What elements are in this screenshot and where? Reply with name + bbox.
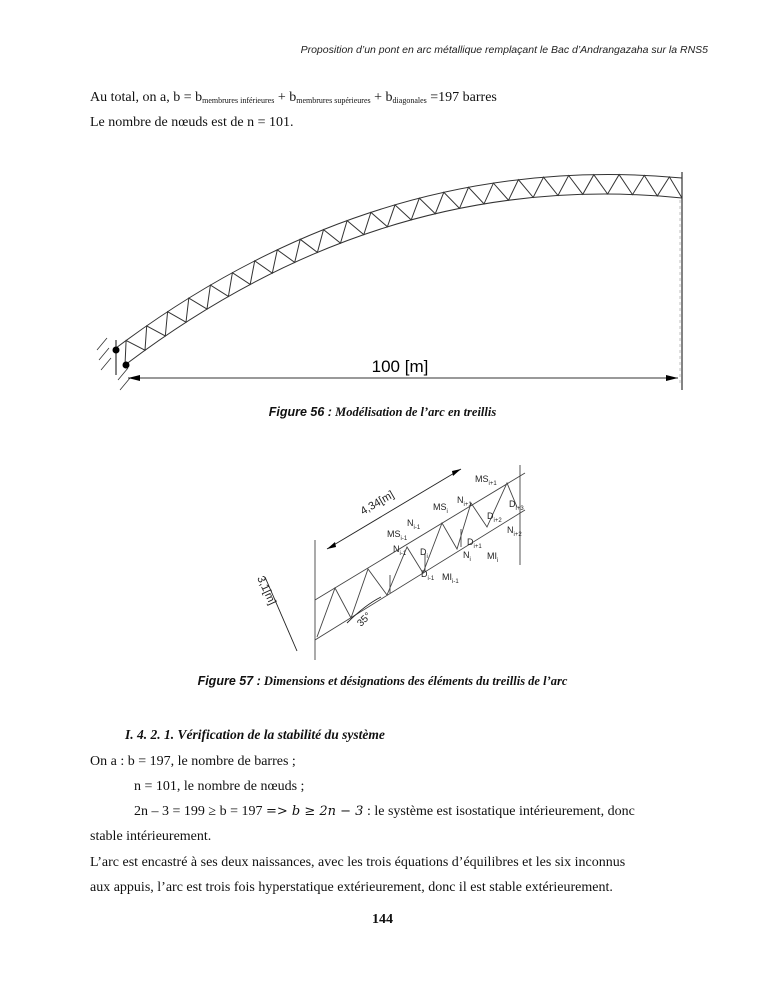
svg-text:MSi+1: $MS_{i+1}$ xyxy=(475,474,497,487)
arch-web-diagonals xyxy=(125,175,682,365)
svg-text:Ni+1: $N_{i+1}$ xyxy=(457,495,472,508)
svg-text:Ni+2: $N_{i+2}$ xyxy=(507,525,522,538)
body-line-5: L’arc est encastré à ses deux naissances, avec les trois équations d’équilibres et les six inconnus xyxy=(90,855,626,870)
figure-57-truss-detail xyxy=(235,455,535,665)
dimension-height: 3,1[m] xyxy=(254,574,279,607)
svg-text:Ni-1: $N_{i-1}$ xyxy=(393,544,407,557)
svg-text:MSi-1: $MS_{i-1}$ xyxy=(387,529,408,542)
svg-text:Di+3: $D_{i+3}$ xyxy=(509,499,524,512)
svg-text:MIi-1: $MI_{i-1}$ xyxy=(442,572,459,585)
web-zigzag xyxy=(125,175,682,365)
dimension-arrow-left xyxy=(128,375,140,381)
svg-text:Ni-1: $N_{i-1}$ xyxy=(407,518,421,531)
dimension-length: 4,34[m] xyxy=(358,488,397,518)
body-line-3: 2n – 3 = 199 ≥ b = 197 => b ≥ 2n − 3 : le système est isostatique intérieurement, donc xyxy=(134,804,635,819)
span-label: 100 [m] xyxy=(371,357,429,376)
svg-text:Di+1: $D_{i+1}$ xyxy=(467,537,482,550)
left-node-bottom xyxy=(123,362,130,369)
body-line-4: stable intérieurement. xyxy=(90,829,212,844)
body-line-2: n = 101, le nombre de nœuds ; xyxy=(134,779,305,794)
svg-text:Ni: $N_i$ xyxy=(463,550,471,563)
svg-text:Di-1: $D_{i-1}$ xyxy=(421,569,435,582)
svg-text:Di: $D_i$ xyxy=(420,547,428,560)
body-line-6: aux appuis, l’arc est trois fois hyperstatique extérieurement, donc il est stable extérieurement. xyxy=(90,880,613,895)
arch-top-chord xyxy=(116,175,682,348)
intro-line-1: Au total, on a, $b = b_{membrures inférieures} + b_{membrures supérieures} + b_{diagonales} =197$ barres xyxy=(90,90,497,105)
dimension-arrow-right xyxy=(666,375,678,381)
svg-text:MIi: $MI_i$ xyxy=(487,551,499,564)
top-chord xyxy=(315,473,525,600)
body-line-1: On a : b = 197, le nombre de barres ; xyxy=(90,754,296,769)
svg-text:Di+2: $D_{i+2}$ xyxy=(487,511,502,524)
page-number: 144 xyxy=(372,912,393,927)
left-node-top xyxy=(113,347,120,354)
section-title: I. 4. 2. 1. Vérification de la stabilité du système xyxy=(125,727,385,742)
arch-bottom-chord xyxy=(125,194,682,365)
running-header: Proposition d’un pont en arc métallique remplaçant le Bac d’Andrangazaha sur la RNS5 xyxy=(300,44,708,56)
svg-text:MSi: $MS_i$ xyxy=(433,502,448,515)
intro-line-2: Le nombre de nœuds est de n = 101. xyxy=(90,115,294,130)
angle-label: 35° xyxy=(355,610,374,630)
figure-57-caption: Figure 57 : Dimensions et désignations des éléments du treillis de l’arc xyxy=(197,674,568,688)
figure-56-caption: Figure 56 : Modélisation de l’arc en treillis xyxy=(268,405,497,419)
figure-56-arch-truss xyxy=(80,160,700,400)
